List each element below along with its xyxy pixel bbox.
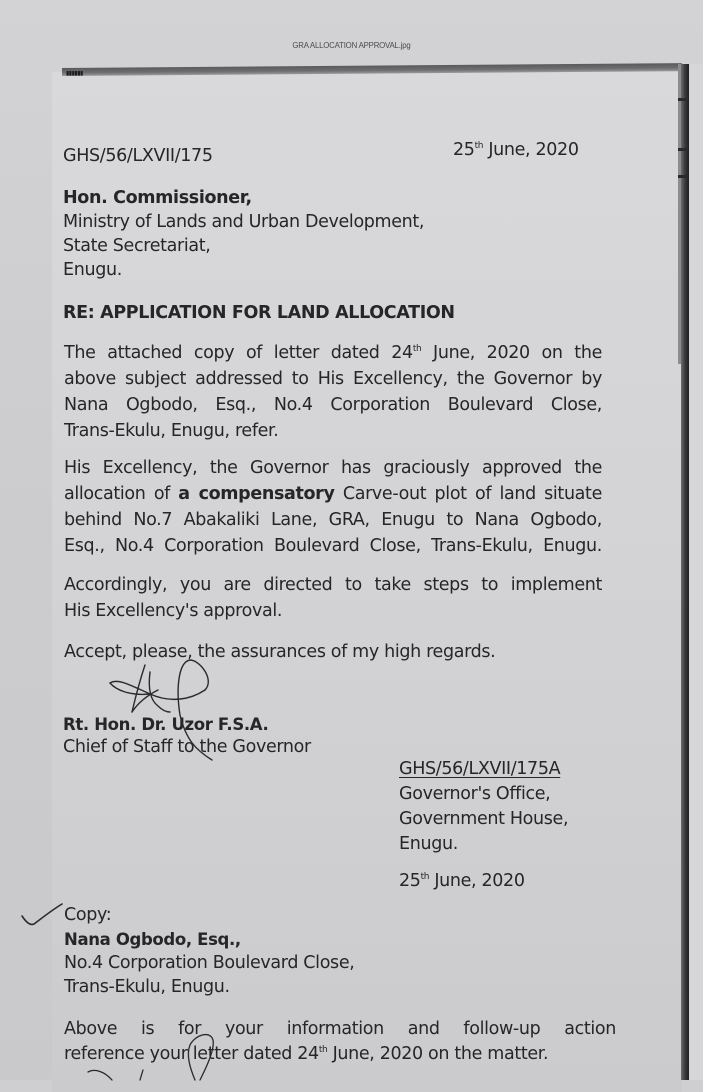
subject-line: RE: APPLICATION FOR LAND ALLOCATION: [63, 303, 455, 323]
footer-note-line: Above is for your information and follow-up action: [64, 1019, 616, 1039]
closing-line: Accept, please, the assurances of my high regards.: [64, 642, 496, 662]
text-run: June, 2020 on the: [421, 343, 602, 363]
addressee-title: Hon. Commissioner,: [63, 188, 252, 208]
paragraph-3-line: Accordingly, you are directed to take steps to implement: [64, 575, 602, 595]
text-run: allocation of: [64, 484, 179, 504]
date-suffix: th: [420, 872, 430, 882]
signatory-position: Chief of Staff to the Governor: [63, 737, 311, 757]
date-day: 25: [399, 871, 421, 891]
date-day: 25: [453, 140, 475, 160]
date-suffix: th: [474, 141, 484, 151]
office-line: Governor's Office,: [399, 784, 551, 804]
addressee-line: Ministry of Lands and Urban Development,: [63, 212, 425, 232]
copy-address-line: No.4 Corporation Boulevard Close,: [64, 953, 355, 973]
copy-address-line: Trans-Ekulu, Enugu.: [64, 977, 230, 997]
file-name-caption: GRA ALLOCATION APPROVAL.jpg: [292, 40, 411, 50]
paragraph-2-line: His Excellency, the Governor has graciously approved the: [64, 458, 602, 478]
date-rest: June, 2020: [429, 871, 525, 891]
ordinal-suffix: th: [318, 1045, 328, 1055]
paragraph-1-line: Nana Ogbodo, Esq., No.4 Corporation Boulevard Close,: [64, 395, 602, 415]
signature-stroke: [188, 1035, 213, 1080]
paragraph-1-line: Trans-Ekulu, Enugu, refer.: [64, 421, 279, 441]
signatory-name: Rt. Hon. Dr. Uzor F.S.A.: [63, 715, 269, 734]
addressee-line: State Secretariat,: [63, 236, 211, 256]
paragraph-1-line: above subject addressed to His Excellency, the Governor by: [64, 369, 602, 389]
text-run: reference your letter dated 24: [64, 1044, 319, 1064]
copy-label: Copy:: [64, 905, 112, 925]
bold-text-run: a compensatory: [178, 484, 335, 504]
date-rest: June, 2020: [483, 140, 579, 160]
text-run: Carve-out plot of land situate: [334, 484, 602, 504]
addressee-line: Enugu.: [63, 260, 122, 280]
office-reference: GHS/56/LXVII/175A: [399, 759, 561, 779]
office-line: Government House,: [399, 809, 569, 829]
ordinal-suffix: th: [412, 344, 422, 354]
paragraph-2-line: behind No.7 Abakaliki Lane, GRA, Enugu to Nana Ogbodo,: [64, 510, 602, 530]
office-line: Enugu.: [399, 834, 458, 854]
paragraph-2-line: Esq., No.4 Corporation Boulevard Close, Trans-Ekulu, Enugu.: [64, 536, 602, 556]
text-run: June, 2020 on the matter.: [327, 1044, 549, 1064]
signature-stroke: [88, 1070, 112, 1080]
paragraph-3-line: His Excellency's approval.: [64, 601, 283, 621]
copy-recipient-name: Nana Ogbodo, Esq.,: [64, 930, 241, 949]
reference-number: GHS/56/LXVII/175: [63, 146, 213, 166]
border-marks: ▮▮▮▮▮▮: [66, 70, 83, 77]
signature-stroke: [140, 1070, 143, 1080]
text-run: The attached copy of letter dated 24: [64, 343, 413, 363]
